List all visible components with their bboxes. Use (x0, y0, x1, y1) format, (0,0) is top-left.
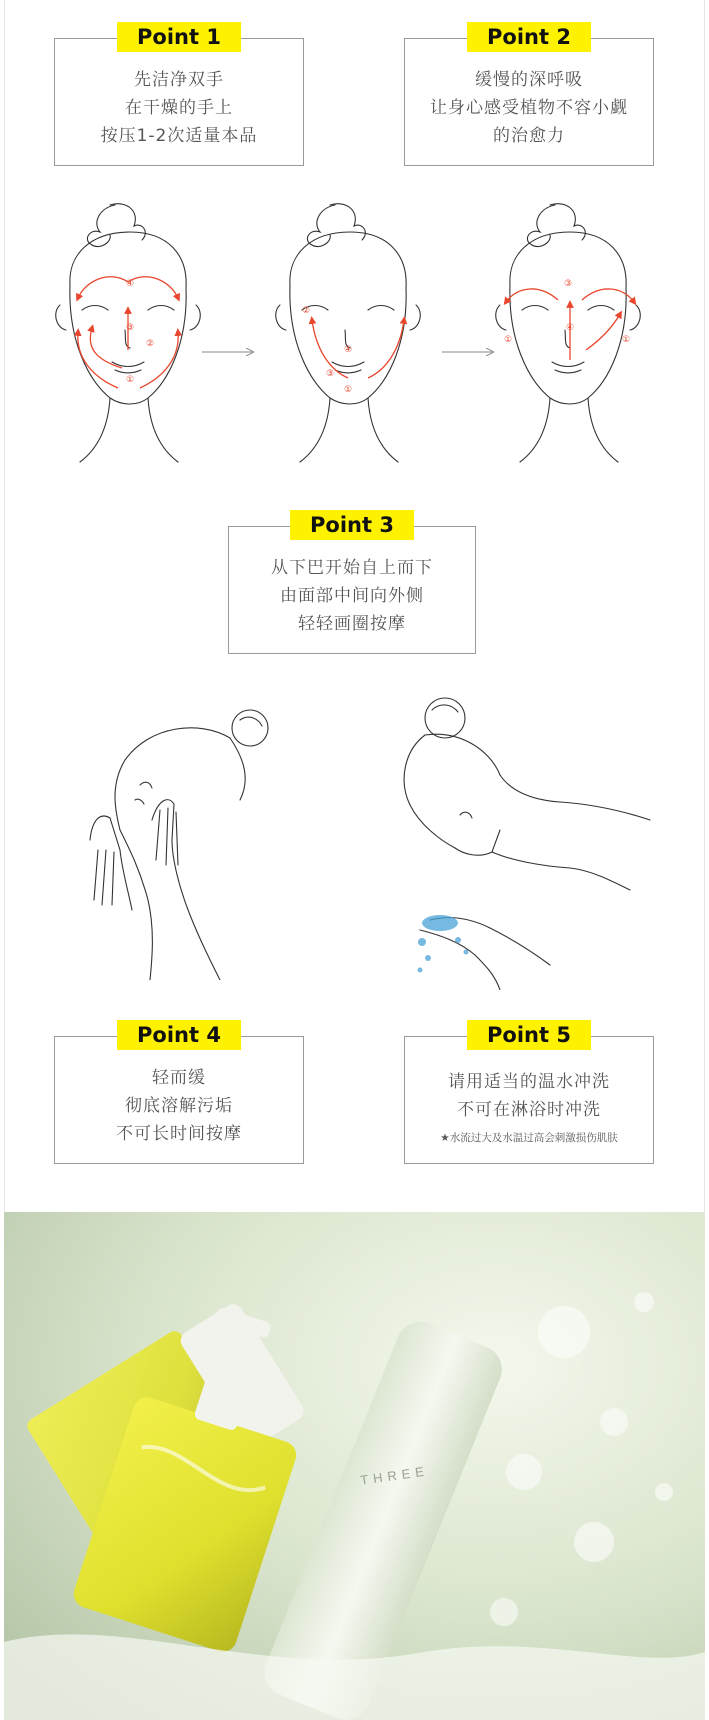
point-4-line-2: 彻底溶解污垢 (125, 1096, 233, 1116)
rinse-woman-illustration (400, 690, 680, 990)
point-2-box (404, 38, 654, 166)
point-5-note: ★水流过大及水温过高会刺激损伤肌肤 (440, 1131, 618, 1144)
point-5 (404, 1020, 654, 1165)
diagram-number: ④ (343, 345, 353, 355)
point-5-line-2: 不可在淋浴时冲洗 (457, 1099, 601, 1120)
diagram-number: ③ (563, 279, 573, 289)
diagram-number: ④ (565, 323, 575, 333)
diagram-number: ① (503, 335, 513, 345)
point-2-tag: Point 2 (467, 22, 591, 52)
water-drops-icon (418, 915, 469, 973)
diagram-number: ① (343, 385, 353, 395)
diagram-number: ④ (125, 279, 135, 289)
point-2-line-3: 的治愈力 (493, 126, 565, 146)
point-2-line-1: 缓慢的深呼吸 (475, 70, 583, 90)
diagram-number: ① (621, 335, 631, 345)
point-3-line-1: 从下巴开始自上而下 (271, 558, 433, 578)
point-3-line-2: 由面部中间向外侧 (280, 586, 424, 606)
point-2 (404, 22, 654, 167)
point-3-line-3: 轻轻画圈按摩 (298, 614, 406, 634)
point-4-line-1: 轻而缓 (152, 1068, 206, 1088)
point-5-box (404, 1036, 654, 1164)
point-3-tag: Point 3 (290, 510, 414, 540)
diagram-number: ③ (325, 369, 335, 379)
point-3 (228, 510, 476, 655)
diagram-number: ② (145, 339, 155, 349)
diagram-number: ② (301, 306, 311, 316)
point-1-line-3: 按压1-2次适量本品 (100, 126, 258, 146)
product-photo (4, 1212, 705, 1720)
point-1-line-1: 先洁净双手 (134, 70, 224, 90)
point-2-line-2: 让身心感受植物不容小觑 (430, 98, 628, 118)
diagram-number: ① (125, 375, 135, 385)
product-photo-art (4, 1212, 705, 1720)
point-1-tag: Point 1 (117, 22, 241, 52)
brand-label: THREE (359, 1463, 430, 1488)
point-4-tag: Point 4 (117, 1020, 241, 1050)
point-5-line-1: 请用适当的温水冲洗 (448, 1071, 610, 1092)
face-massage-diagrams (30, 200, 680, 490)
point-3-box (228, 526, 476, 654)
point-1-line-2: 在干燥的手上 (125, 98, 233, 118)
face-2-icon (276, 204, 421, 462)
point-5-tag: Point 5 (467, 1020, 591, 1050)
point-4-line-3: 不可长时间按摩 (116, 1124, 242, 1144)
point-4-box (54, 1036, 304, 1164)
point-1 (54, 22, 304, 167)
point-4 (54, 1020, 304, 1165)
massage-woman-illustration (80, 700, 300, 980)
diagram-number: ③ (125, 323, 135, 333)
point-1-box (54, 38, 304, 166)
